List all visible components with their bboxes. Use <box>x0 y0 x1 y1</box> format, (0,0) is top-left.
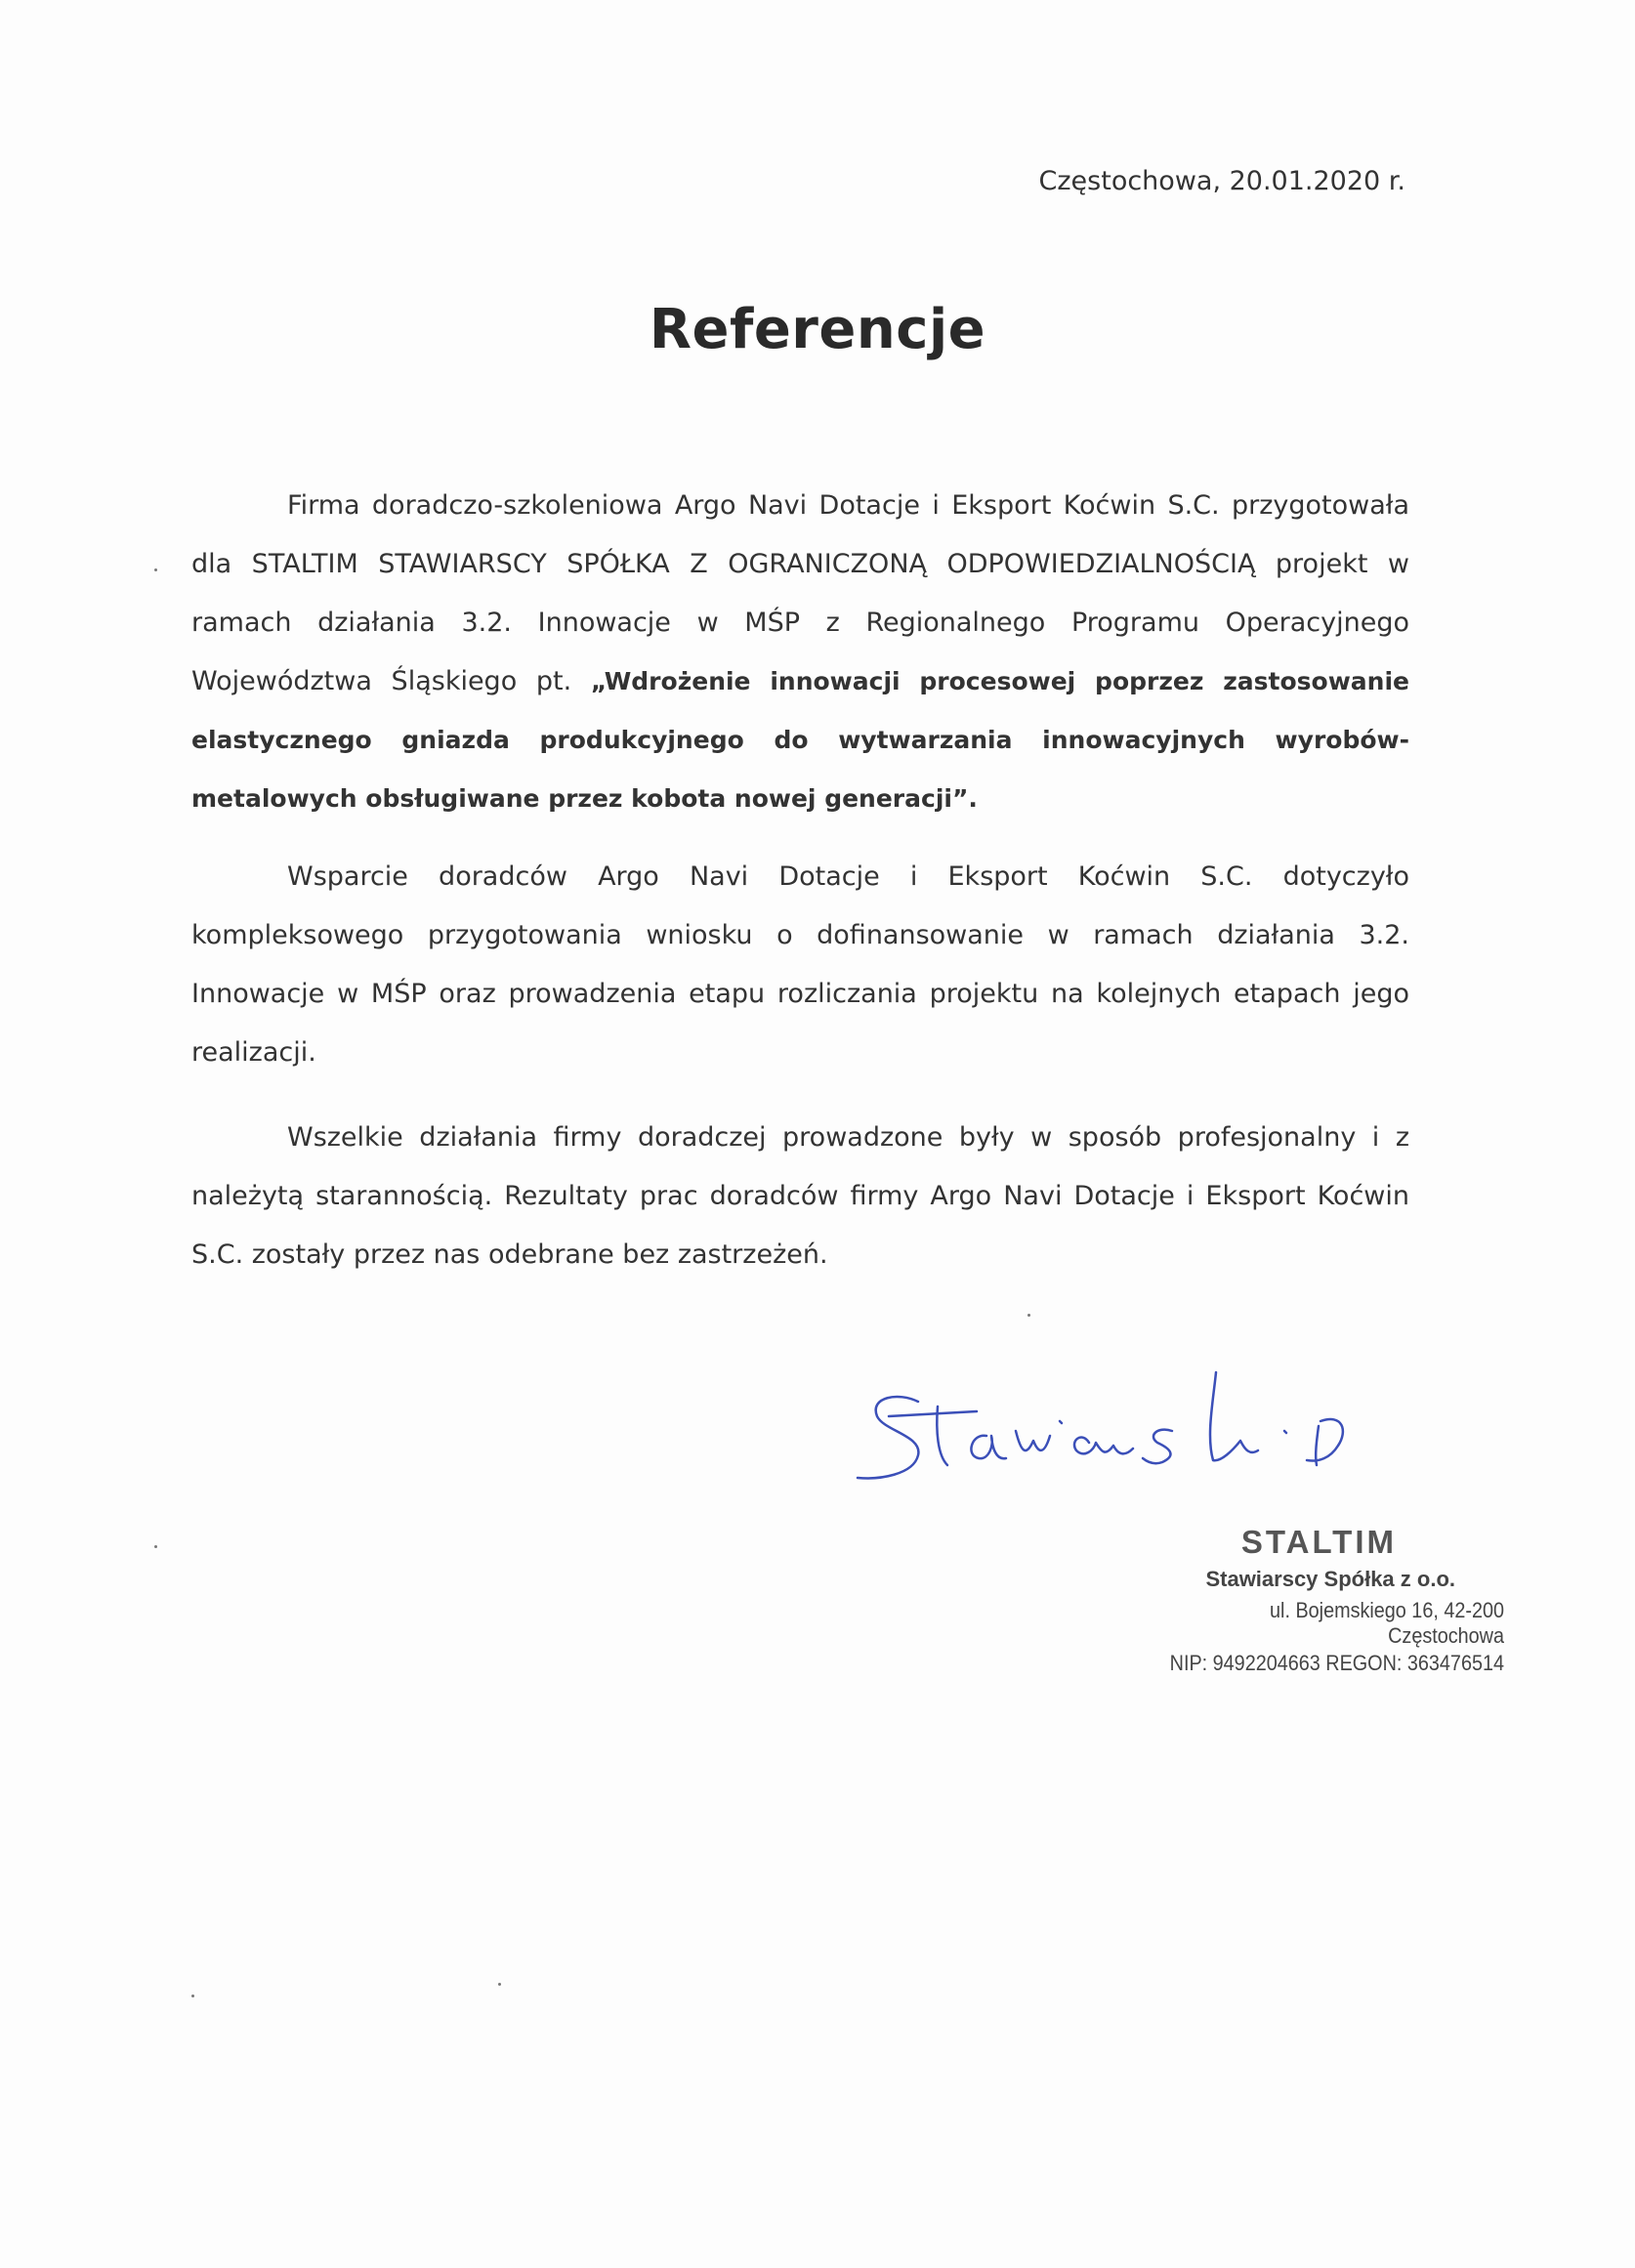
scan-speck <box>154 1545 157 1548</box>
paragraph-2 <box>191 848 1409 1082</box>
paragraph-3 <box>191 1109 1409 1284</box>
scan-speck <box>498 1983 501 1986</box>
stamp-company-name: STALTIM <box>1240 1524 1397 1560</box>
project-title: „Wdrożenie innowacji procesowej poprzez zastosowanie elastycznego gniazda produkcyjnego do wytwarzania innowacyjnych wyrobów- metalowych obsługiwane przez kobota nowej generacji”. <box>191 667 1409 813</box>
stamp-company-full: Stawiarscy Spółka z o.o. <box>1205 1567 1455 1591</box>
paragraph-1-text: Firma doradczo-szkoleniowa Argo Navi Dotacje i Eksport Koćwin S.C. przygotowała dla STALTIM STAWIARSCY SPÓŁKA Z OGRANICZONĄ ODPOWIEDZIALNOŚCIĄ projekt w ramach działania 3.2. Innowacje w MŚP z Regionalnego Programu Operacyjnego Województwa Śląskiego pt. <box>191 490 1409 696</box>
paragraph-3-text: Wszelkie działania firmy doradczej prowadzone były w sposób profesjonalny i z należytą starannością. Rezultaty prac doradców firmy Argo Navi Dotacje i Eksport Koćwin S.C. zostały przez nas odebrane bez zastrzeżeń. <box>191 1122 1409 1270</box>
company-stamp <box>1123 1524 1504 1676</box>
stamp-address: ul. Bojemskiego 16, 42-200 Częstochowa <box>1270 1598 1504 1648</box>
scan-speck <box>154 568 157 571</box>
paragraph-2-text: Wsparcie doradców Argo Navi Dotacje i Eksport Koćwin S.C. dotyczyło kompleksowego przygotowania wniosku o dofinansowanie w ramach działania 3.2. Innowacje w MŚP oraz prowadzenia etapu rozliczania projektu na kolejnych etapach jego realizacji. <box>191 861 1409 1068</box>
stamp-ids: NIP: 9492204663 REGON: 363476514 <box>1169 1651 1504 1675</box>
scan-speck <box>1027 1314 1030 1317</box>
document-title: Referencje <box>649 298 986 361</box>
handwritten-signature <box>850 1353 1377 1499</box>
scan-speck <box>191 1995 194 1997</box>
document-date: Częstochowa, 20.01.2020 r. <box>1038 166 1405 196</box>
paragraph-1 <box>191 477 1409 828</box>
